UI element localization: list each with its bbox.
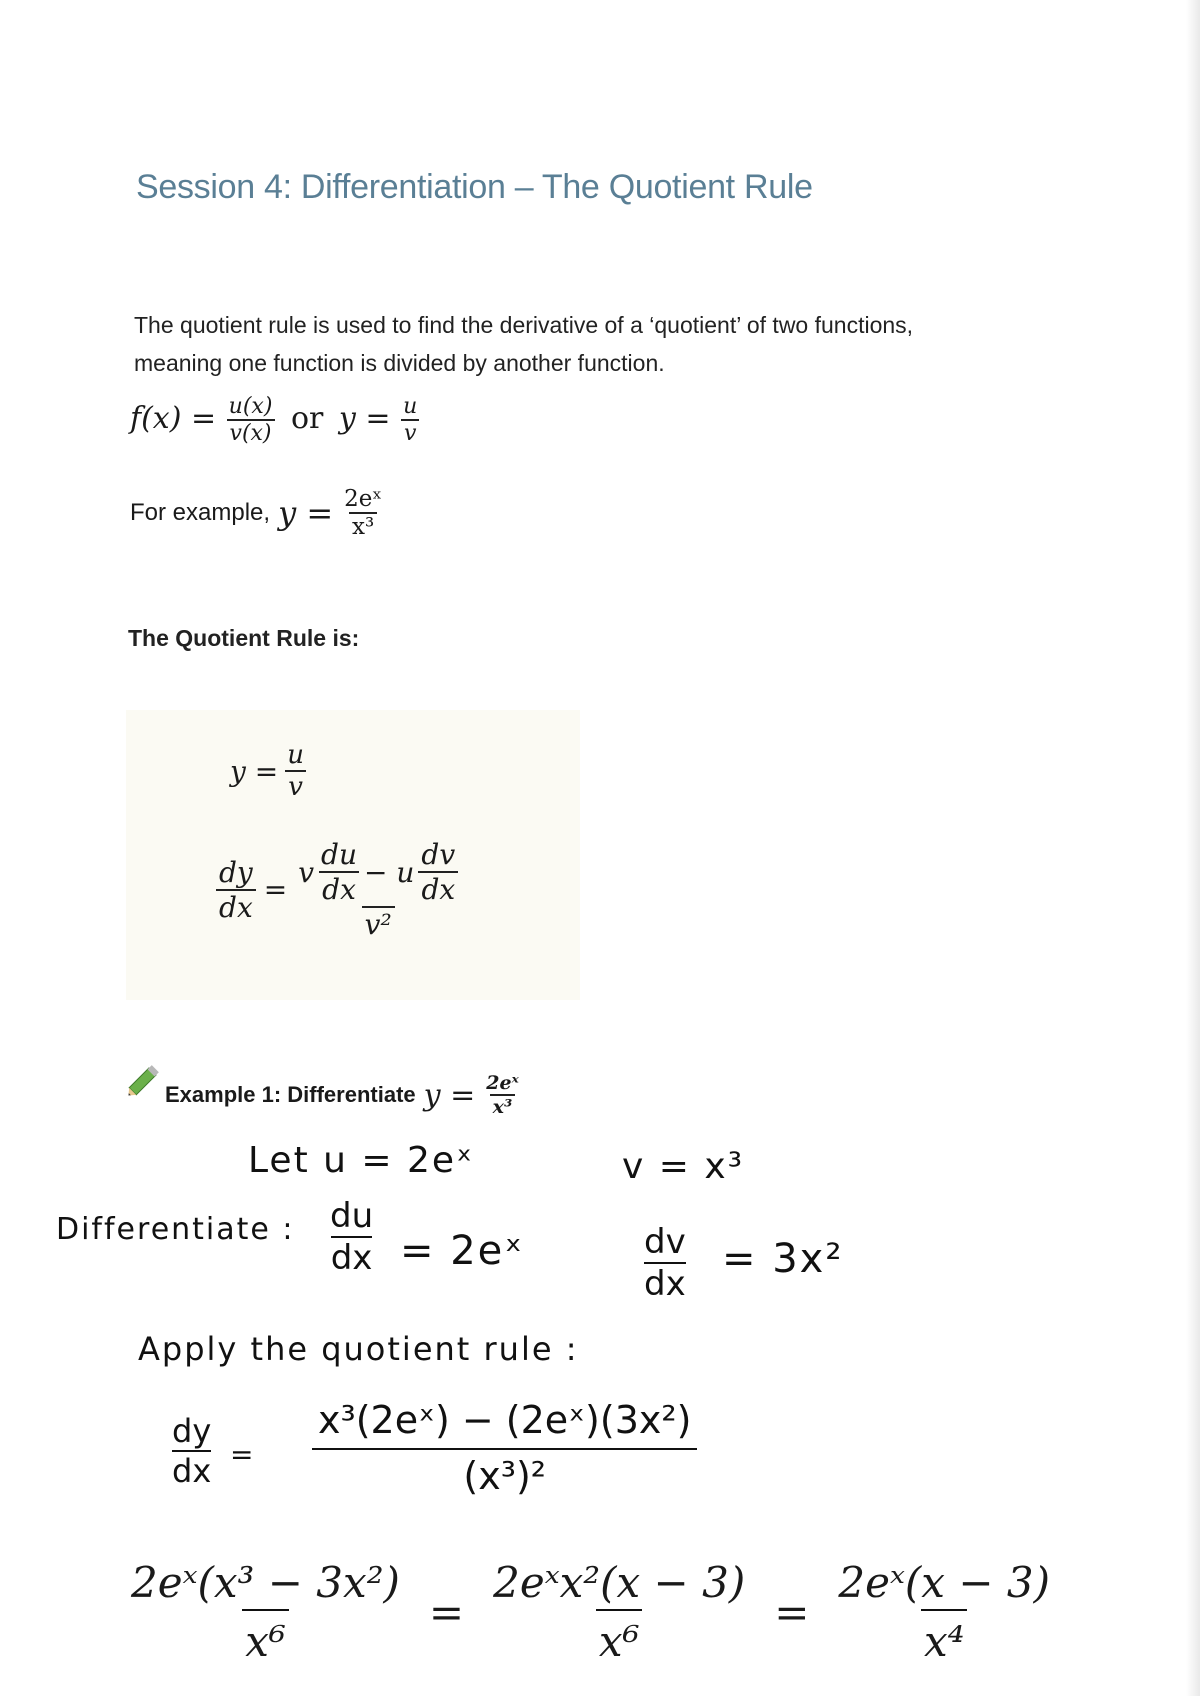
rule-minus-u: − u xyxy=(364,855,415,889)
hw-du-dx: dx xyxy=(330,1238,373,1278)
rule-uv-fraction xyxy=(284,740,307,802)
definition-uv-fraction xyxy=(400,394,420,446)
example1-fraction xyxy=(483,1072,521,1118)
final-frac-2 xyxy=(490,1558,748,1666)
rule-dv-dx: dx xyxy=(418,871,458,906)
hw-dvdx xyxy=(644,1222,686,1304)
rule-u: u xyxy=(287,740,304,770)
page-edge-shadow xyxy=(1186,0,1200,1696)
hw-apply: Apply the quotient rule : xyxy=(138,1330,579,1368)
example-num: 2eˣ xyxy=(344,486,383,512)
example1-heading xyxy=(165,1072,522,1118)
hw-du: du xyxy=(330,1196,374,1236)
example-y-eq: y = xyxy=(278,494,334,532)
final-f1-num: 2eˣ(x³ − 3x²) xyxy=(131,1558,400,1607)
final-f2-num: 2eˣx²(x − 3) xyxy=(493,1558,746,1607)
example-formula xyxy=(130,486,385,540)
hw-differentiate: Differentiate : xyxy=(56,1212,295,1247)
quotient-rule-box xyxy=(126,710,580,1000)
final-eq-2: = xyxy=(774,1587,810,1637)
example-den: x³ xyxy=(349,512,377,540)
final-simplification xyxy=(128,1558,1053,1666)
rule-main-fraction xyxy=(295,838,461,941)
hw-let-u: Let u = 2eˣ xyxy=(248,1140,475,1181)
rule-heading: The Quotient Rule is: xyxy=(128,625,360,651)
definition-fraction xyxy=(226,394,276,446)
hw-eq: = xyxy=(230,1438,256,1471)
example1-label: Example 1: Differentiate xyxy=(165,1082,416,1107)
final-f2-den: x⁶ xyxy=(596,1609,643,1666)
rule-dydx-fraction xyxy=(216,856,256,924)
example1-num: 2eˣ xyxy=(486,1072,519,1094)
final-frac-3 xyxy=(835,1558,1053,1666)
hw-du-value: = 2eˣ xyxy=(400,1228,525,1274)
example1-y-eq: y = xyxy=(423,1077,476,1113)
rule-eq: = xyxy=(263,873,288,906)
hw-dv-value: = 3x² xyxy=(722,1236,844,1282)
final-eq-1: = xyxy=(428,1587,465,1637)
hw-quotient xyxy=(312,1398,697,1498)
hw-dy-dx: dx xyxy=(172,1452,212,1490)
hw-dv-dx: dx xyxy=(644,1264,686,1304)
intro-paragraph: The quotient rule is used to find the derivative of a ‘quotient’ of two functions, meaning one function is divided by another function. xyxy=(134,312,914,376)
rule-dy: dy xyxy=(219,855,253,889)
rule-dv: dv xyxy=(421,838,456,871)
rule-y-eq: y = xyxy=(230,754,279,788)
definition-num: u(x) xyxy=(228,394,273,419)
rule-du: du xyxy=(321,838,358,871)
definition-or: or xyxy=(290,401,324,436)
definition-y-eq: y = xyxy=(338,401,391,436)
page-title: Session 4: Differentiation – The Quotient Rule xyxy=(136,168,813,206)
rule-du-dx: dx xyxy=(319,871,359,906)
rule-dudx xyxy=(318,838,360,906)
hw-dy: dy xyxy=(172,1412,212,1450)
final-frac-1 xyxy=(128,1558,403,1666)
rule-dvdx xyxy=(418,838,458,906)
hw-v-def: v = x³ xyxy=(622,1146,745,1187)
definition-den: v(x) xyxy=(227,419,275,446)
definition-lhs: f(x) = xyxy=(130,401,217,436)
hw-q-denominator: (x³)² xyxy=(312,1448,697,1498)
example-fraction xyxy=(341,486,385,540)
hw-dv: dv xyxy=(644,1222,686,1262)
rule-v: v xyxy=(285,770,306,802)
final-f3-den: x⁴ xyxy=(921,1609,968,1666)
final-f3-num: 2eˣ(x − 3) xyxy=(838,1558,1050,1607)
rule-v-squared: v² xyxy=(362,906,395,941)
hw-dudx xyxy=(330,1196,373,1278)
final-f1-den: x⁶ xyxy=(242,1609,289,1666)
definition-v: v xyxy=(401,419,419,446)
rule-numerator xyxy=(295,838,461,906)
hw-dydx xyxy=(172,1412,211,1490)
example-label: For example, xyxy=(130,499,271,526)
rule-dx: dx xyxy=(216,889,256,924)
hw-q-numerator: x³(2eˣ) − (2eˣ)(3x²) xyxy=(318,1398,692,1442)
pencil-icon xyxy=(122,1058,166,1102)
rule-v-term: v xyxy=(298,855,315,889)
rule-derivative xyxy=(216,838,461,941)
example1-den: x³ xyxy=(490,1094,516,1118)
rule-y-def xyxy=(230,740,307,802)
definition-formula xyxy=(130,394,420,446)
definition-u: u xyxy=(403,394,418,419)
